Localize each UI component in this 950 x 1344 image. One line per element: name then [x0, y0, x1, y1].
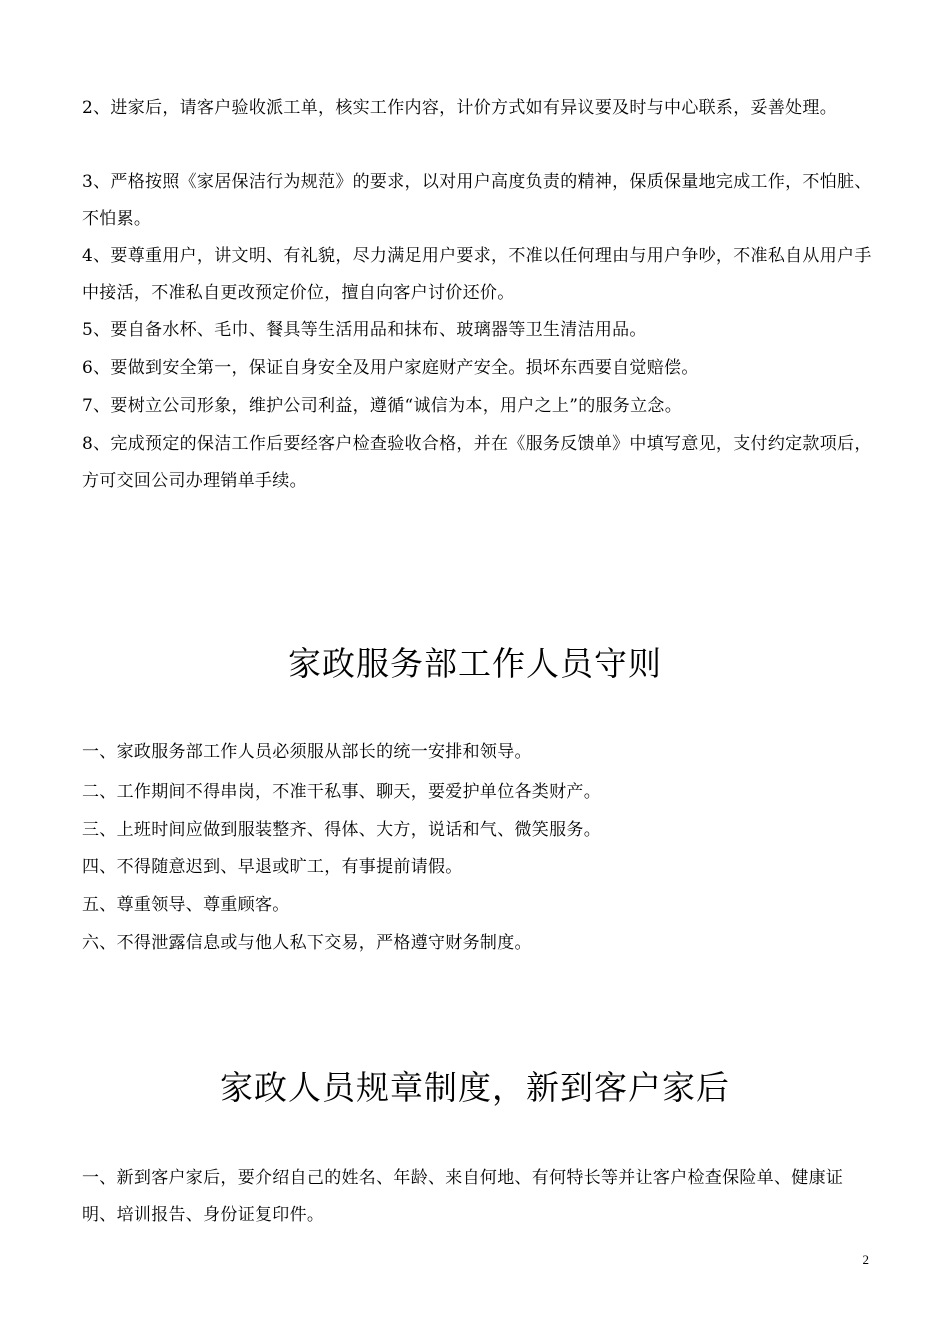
rule-item-2: 2、进家后，请客户验收派工单，核实工作内容，计价方式如有异议要及时与中心联系，妥善处理。 [82, 98, 838, 118]
new-client-rule-1: 一、新到客户家后，要介绍自己的姓名、年龄、来自何地、有何特长等并让客户检查保险单、健康证明、培训报告、身份证复印件。 [82, 1168, 844, 1225]
staff-rule-3: 三、上班时间应做到服装整齐、得体、大方，说话和气、微笑服务。 [82, 820, 601, 840]
page-number: 2 [862, 1252, 869, 1267]
staff-rule-5: 五、尊重领导、尊重顾客。 [82, 895, 290, 915]
rule-item-4: 4、要尊重用户，讲文明、有礼貌，尽力满足用户要求，不准以任何理由与用户争吵，不准私自从用户手中接活，不准私自更改预定价位，擅自向客户讨价还价。 [82, 246, 872, 303]
rule-item-7: 7、要树立公司形象，维护公司利益，遵循“诚信为本，用户之上”的服务立念。 [82, 396, 682, 416]
rule-item-3: 3、严格按照《家居保洁行为规范》的要求，以对用户高度负责的精神，保质保量地完成工作，不怕脏、不怕累。 [82, 172, 872, 229]
rule-item-5: 5、要自备水杯、毛巾、餐具等生活用品和抹布、玻璃器等卫生清洁用品。 [82, 320, 647, 340]
section-title-staff-rules: 家政服务部工作人员守则 [288, 644, 662, 683]
rule-item-8: 8、完成预定的保洁工作后要经客户检查验收合格，并在《服务反馈单》中填写意见，支付约定款项后，方可交回公司办理销单手续。 [82, 434, 872, 491]
section-title-new-client: 家政人员规章制度，新到客户家后 [220, 1068, 730, 1107]
staff-rule-6: 六、不得泄露信息或与他人私下交易，严格遵守财务制度。 [82, 933, 532, 953]
staff-rule-1: 一、家政服务部工作人员必须服从部长的统一安排和领导。 [82, 742, 532, 762]
rule-item-6: 6、要做到安全第一，保证自身安全及用户家庭财产安全。损坏东西要自觉赔偿。 [82, 358, 699, 378]
staff-rule-2: 二、工作期间不得串岗，不准干私事、聊天，要爱护单位各类财产。 [82, 782, 601, 802]
staff-rule-4: 四、不得随意迟到、早退或旷工，有事提前请假。 [82, 857, 463, 877]
